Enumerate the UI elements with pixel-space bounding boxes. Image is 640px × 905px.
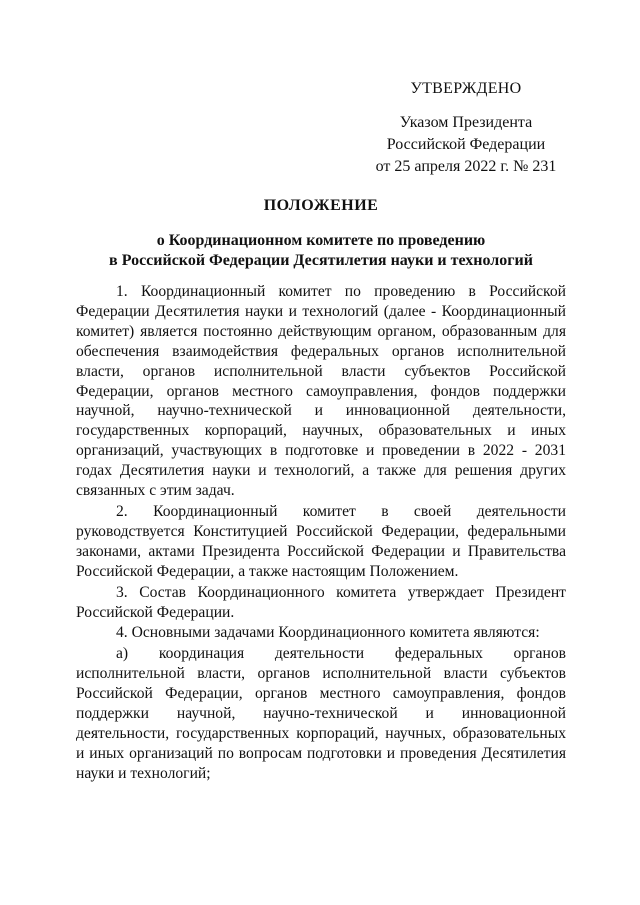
- paragraph-text: Координационный комитет в своей деятельности руководствуется Конституцией Российской Федерации, федеральными законами, актами Президента Российской Федерации и Правительства Российской Федерации, а также настоящим Положением.: [76, 502, 566, 580]
- document-body: [76, 282, 566, 784]
- approval-stamp: [326, 78, 576, 178]
- document-title: [76, 196, 566, 271]
- approval-line-decree: Указом Президента: [399, 114, 533, 131]
- paragraph-number: 4.: [116, 624, 128, 642]
- paragraph-text: координация деятельности федеральных органов исполнительной власти, органов исполнительной власти субъектов Российской Федерации, органов местного самоуправления, фондов поддержки научной, научно-технической и инновационной деятельности, государственных корпораций, научных, образовательных и иных организаций по вопросам подготовки и проведения Десятилетия науки и технологий;: [76, 645, 566, 782]
- paragraph-1: [76, 282, 566, 501]
- paragraph-3: [76, 583, 566, 623]
- title-subtitle-line-2: в Российской Федерации Десятилетия науки и технологий: [109, 252, 533, 269]
- title-subtitle-line-1: о Координационном комитете по проведению: [156, 232, 486, 249]
- paragraph-4a: [76, 644, 566, 783]
- paragraph-text: Основными задачами Координационного комитета являются:: [131, 624, 540, 642]
- paragraph-number: 2.: [116, 502, 128, 520]
- paragraph-text: Координационный комитет по проведению в Российской Федерации Десятилетия науки и технологий (далее - Координационный комитет) является постоянно действующим органом, образованным для обеспечения взаимодействия федеральных органов исполнительной власти, органов исполнительной власти субъектов Российской Федерации, органов местного самоуправления, фондов поддержки научной, научно-технической и инновационной деятельности, государственных корпораций, научных, образовательных и иных организаций, участвующих в подготовке и проведении в 2022 - 2031 годах Десятилетия науки и технологий, а также для решения других связанных с этим задач.: [76, 283, 566, 500]
- paragraph-2: [76, 502, 566, 582]
- paragraph-text: Состав Координационного комитета утверждает Президент Российской Федерации.: [76, 583, 566, 621]
- approved-label: УТВЕРЖДЕНО: [410, 80, 522, 97]
- approval-line-date: от 25 апреля 2022 г. № 231: [375, 158, 557, 175]
- title-main: ПОЛОЖЕНИЕ: [263, 197, 379, 214]
- paragraph-4: [76, 623, 566, 643]
- paragraph-number: а): [116, 645, 129, 663]
- approval-line-country: Российской Федерации: [386, 136, 546, 153]
- paragraph-number: 3.: [116, 583, 128, 601]
- paragraph-number: 1.: [116, 283, 128, 300]
